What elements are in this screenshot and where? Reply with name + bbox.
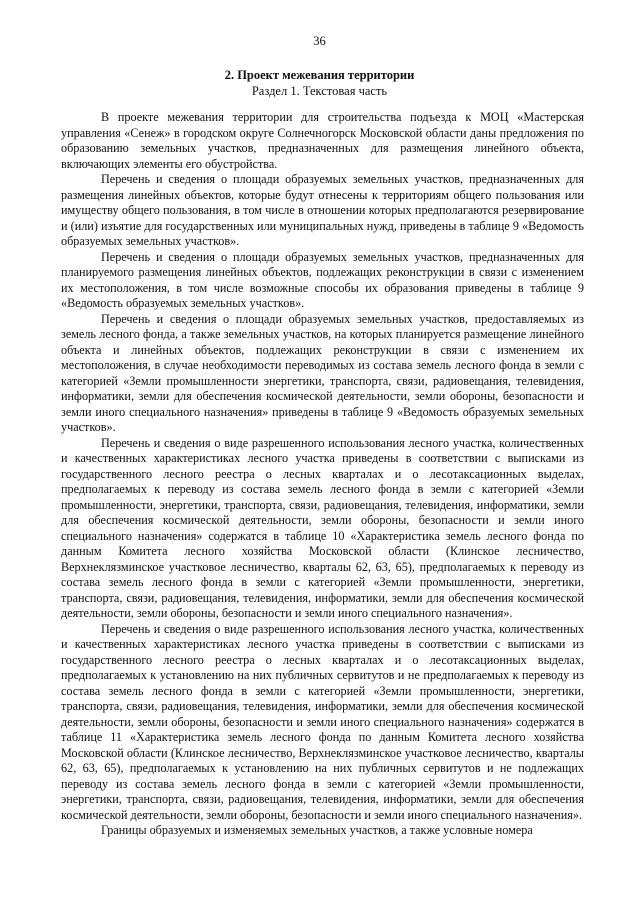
paragraph: Перечень и сведения о виде разрешенного использования лесного участка, количественных и качественных характеристиках лесного участка приведены в соответствии с выписками из государственного лесного реестра о лесных кварталах и о лесотаксационных выделах, предполагаемых к переводу из состава земель лесного фонда в земли с категорией «Земли промышленности, энергетики, транспорта, связи, радиовещания, телевидения, информатики, земли для обеспечения космической деятельности, земли обороны, безопасности и земли иного специального назначения» содержатся в таблице 10 «Характеристика земель лесного фонда по данным Комитета лесного хозяйства Московской области (Клинское лесничество, Верхнеклязминское участковое лесничество, кварталы 62, 63, 65), предполагаемых к переводу из состава земель лесного фонда в земли с категорией «Земли промышленности, энергетики, транспорта, связи, радиовещания, телевидения, информатики, земли для обеспечения космической деятельности, земли обороны, безопасности и земли иного специального назначения». [61, 435, 584, 620]
section-subtitle: Раздел 1. Текстовая часть [251, 84, 388, 98]
document-body [61, 110, 584, 839]
paragraph: Перечень и сведения о площади образуемых земельных участков, предназначенных для размещения линейных объектов, которые будут отнесены к территориям общего пользования или имуществу общего пользования, в том числе в отношении которых предполагаются резервирование и (или) изъятие для государственных или муниципальных нужд, приведены в таблице 9 «Ведомость образуемых земельных участков». [61, 172, 584, 248]
section-title: 2. Проект межевания территории [224, 68, 415, 82]
paragraph: Перечень и сведения о площади образуемых земельных участков, предоставляемых из земель лесного фонда, а также земельных участков, на которых планируется размещение линейного объекта и линейных объектов, подлежащих реконструкции в связи с изменением их местоположения, в случае необходимости переводимых из состава земель лесного фонда в земли с категорией «Земли промышленности энергетики, транспорта, связи, радиовещания, телевидения, информатики, земли для обеспечения космической деятельности, земли обороны, безопасности и земли иного специального назначения» приведены в таблице 9 «Ведомость образуемых земельных участков». [61, 311, 584, 434]
paragraph: В проекте межевания территории для строительства подъезда к МОЦ «Мастерская управления «Сенеж» в городском округе Солнечногорск Московской области даны предложения по образованию земельных участков, предназначенных для размещения линейного объекта, включающих элементы его обустройства. [61, 110, 584, 171]
paragraph: Границы образуемых и изменяемых земельных участков, а также условные номера [101, 823, 533, 837]
page-number: 36 [313, 34, 326, 48]
paragraph: Перечень и сведения о площади образуемых земельных участков, предназначенных для планируемого размещения линейных объектов, подлежащих реконструкции в связи с изменением их местоположения, в том числе возможные способы их образования приведены в таблице 9 «Ведомость образуемых земельных участков». [61, 249, 584, 310]
paragraph: Перечень и сведения о виде разрешенного использования лесного участка, количественных и качественных характеристиках лесного участка приведены в соответствии с выписками из государственного лесного реестра о лесных кварталах и о лесотаксационных выделах, предполагаемых к установлению на них публичных сервитутов и не предполагаемых к переводу из состава земель лесного фонда в земли с категорией «Земли промышленности, энергетики, транспорта, связи, радиовещания, телевидения, информатики, земли для обеспечения космической деятельности, земли обороны, безопасности и земли иного специального назначения» содержатся в таблице 11 «Характеристика земель лесного фонда по данным Комитета лесного хозяйства Московской области (Клинское лесничество, Верхнеклязминское участковое лесничество, кварталы 62, 63, 65), предполагаемых к установлению на них публичных сервитутов и не подлежащих переводу из состава земель лесного фонда в земли с категорией «Земли промышленности, энергетики, транспорта, связи, радиовещания, телевидения, информатики, земли для обеспечения космической деятельности, земли обороны, безопасности и земли иного специального назначения». [61, 621, 584, 822]
